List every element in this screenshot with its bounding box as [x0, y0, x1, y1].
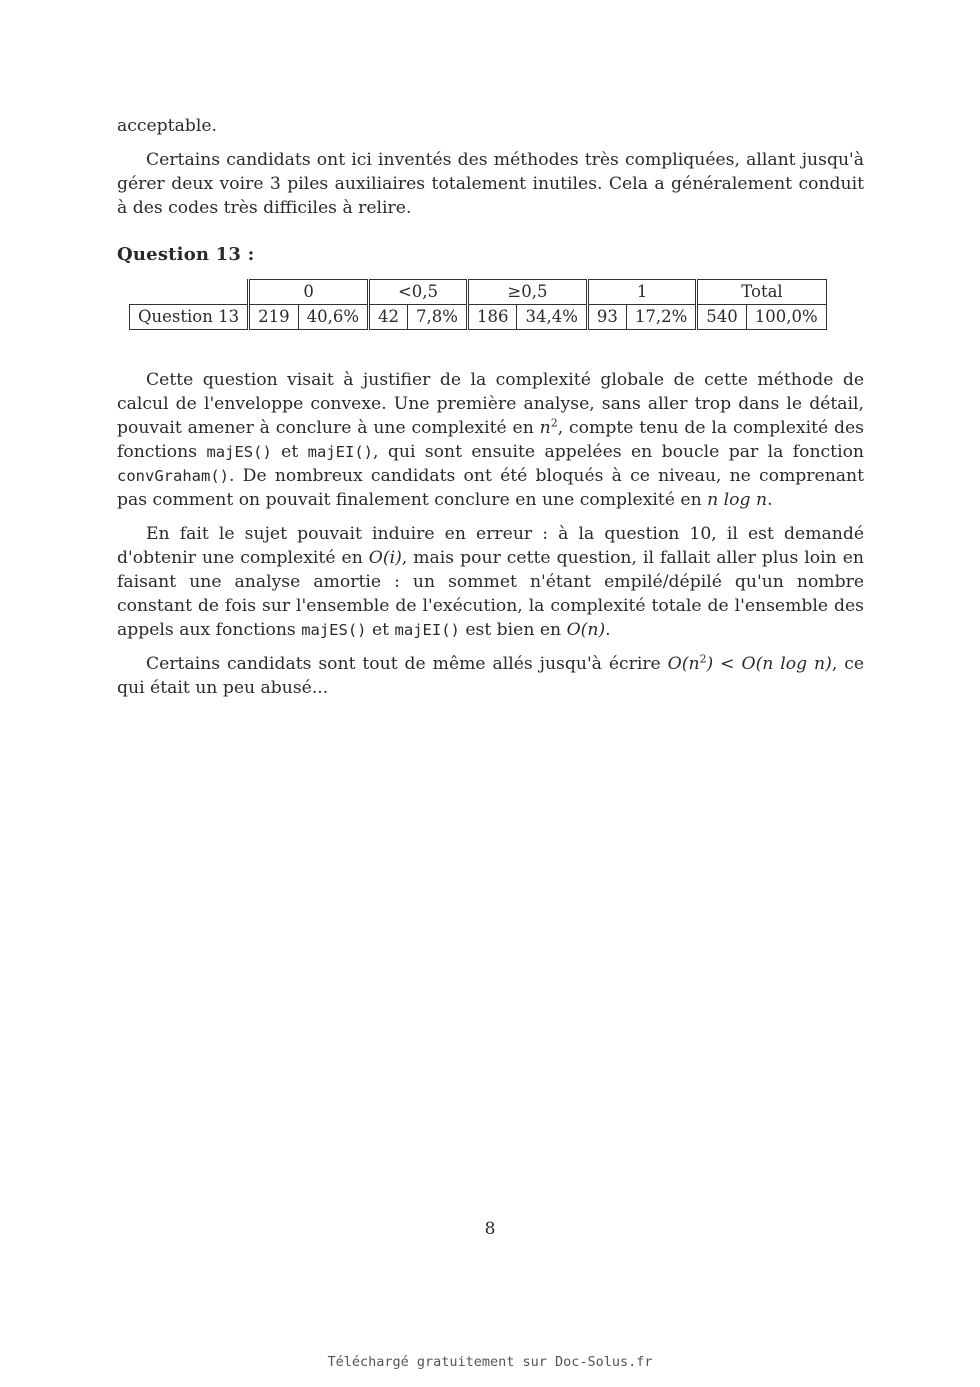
text-run: et [366, 620, 395, 640]
cell-count: 42 [369, 305, 408, 330]
cell-percent: 34,4% [517, 305, 587, 330]
math-run: O(n) [566, 620, 606, 640]
text-run: . [767, 490, 773, 510]
cell-percent: 7,8% [408, 305, 468, 330]
code-run: majES() [301, 621, 367, 639]
math-exponent: 2 [550, 416, 558, 430]
page-number: 8 [484, 1219, 496, 1239]
header-cell: Total [697, 280, 826, 305]
math-run: ) < O(n log n) [706, 654, 832, 674]
paragraph-methods: Certains candidats ont ici inventés des méthodes très compliquées, allant jusqu'à gérer deux voire 3 piles auxiliaires totalement inutiles. Cela a généralement conduit à des codes très difficiles à relire. [117, 150, 864, 218]
text-run: est bien en [459, 620, 567, 640]
header-cell: ≥0,5 [467, 280, 587, 305]
math-exponent: 2 [699, 652, 707, 666]
paragraph-complexity [117, 368, 864, 512]
text-run: Cette question visait à justifier de la complexité globale de cette méthode de calcul de l'enveloppe convexe. Une première analyse, sans aller trop dans le détail, pouvait amener à conclure à une complexité en [117, 370, 864, 438]
text-run: . De nombreux candidats ont été bloqués à ce niveau, ne comprenant pas comment on pouvait finalement conclure en une complexité en [117, 466, 864, 510]
header-cell: <0,5 [369, 280, 468, 305]
text-run: , compte tenu de la complexité des fonctions [117, 418, 865, 462]
cell-percent: 100,0% [746, 305, 826, 330]
cell-percent: 40,6% [298, 305, 368, 330]
text-run: , ce qui était un peu abusé... [117, 654, 864, 698]
header-cell: 0 [249, 280, 369, 305]
code-run: convGraham() [117, 467, 229, 485]
code-run: majEI() [394, 621, 460, 639]
header-cell: 1 [587, 280, 696, 305]
text-run: . [605, 620, 611, 640]
math-run: n log n [707, 490, 768, 510]
table-corner [130, 280, 249, 305]
cell-count: 93 [587, 305, 626, 330]
row-label: Question 13 [130, 305, 249, 330]
cell-percent: 17,2% [626, 305, 696, 330]
text-run: , mais pour cette question, il fallait aller plus loin en faisant une analyse amortie : un sommet n'étant empilé/dépilé qu'un nombre constant de fois sur l'ensemble de l'exécution, la complexité totale de l'ensemble des appels aux fonctions [117, 548, 864, 640]
cell-count: 540 [697, 305, 747, 330]
cell-count: 219 [249, 305, 299, 330]
section-heading: Question 13 : [117, 244, 255, 265]
math-run: n [539, 418, 551, 438]
table-row [130, 305, 827, 330]
text-run: et [271, 442, 308, 462]
code-run: majES() [206, 443, 272, 461]
code-run: majEI() [307, 443, 373, 461]
table-header-row [130, 280, 827, 305]
document-body [117, 114, 864, 700]
score-table [129, 279, 827, 330]
cell-count: 186 [467, 305, 517, 330]
math-run: O(n [667, 654, 700, 674]
text-run: En fait le sujet pouvait induire en erreur : à la question 10, il est demandé d'obtenir une complexité en [117, 524, 864, 568]
text-run: Certains candidats sont tout de même allés jusqu'à écrire [146, 654, 668, 674]
paragraph-abuse [117, 652, 864, 700]
paragraph-continuation: acceptable. [117, 116, 217, 136]
paragraph-amortized [117, 522, 864, 642]
text-run: , qui sont ensuite appelées en boucle par la fonction [373, 442, 864, 462]
math-run: O(i) [368, 548, 402, 568]
footer-credit: Téléchargé gratuitement sur Doc-Solus.fr [327, 1354, 653, 1370]
